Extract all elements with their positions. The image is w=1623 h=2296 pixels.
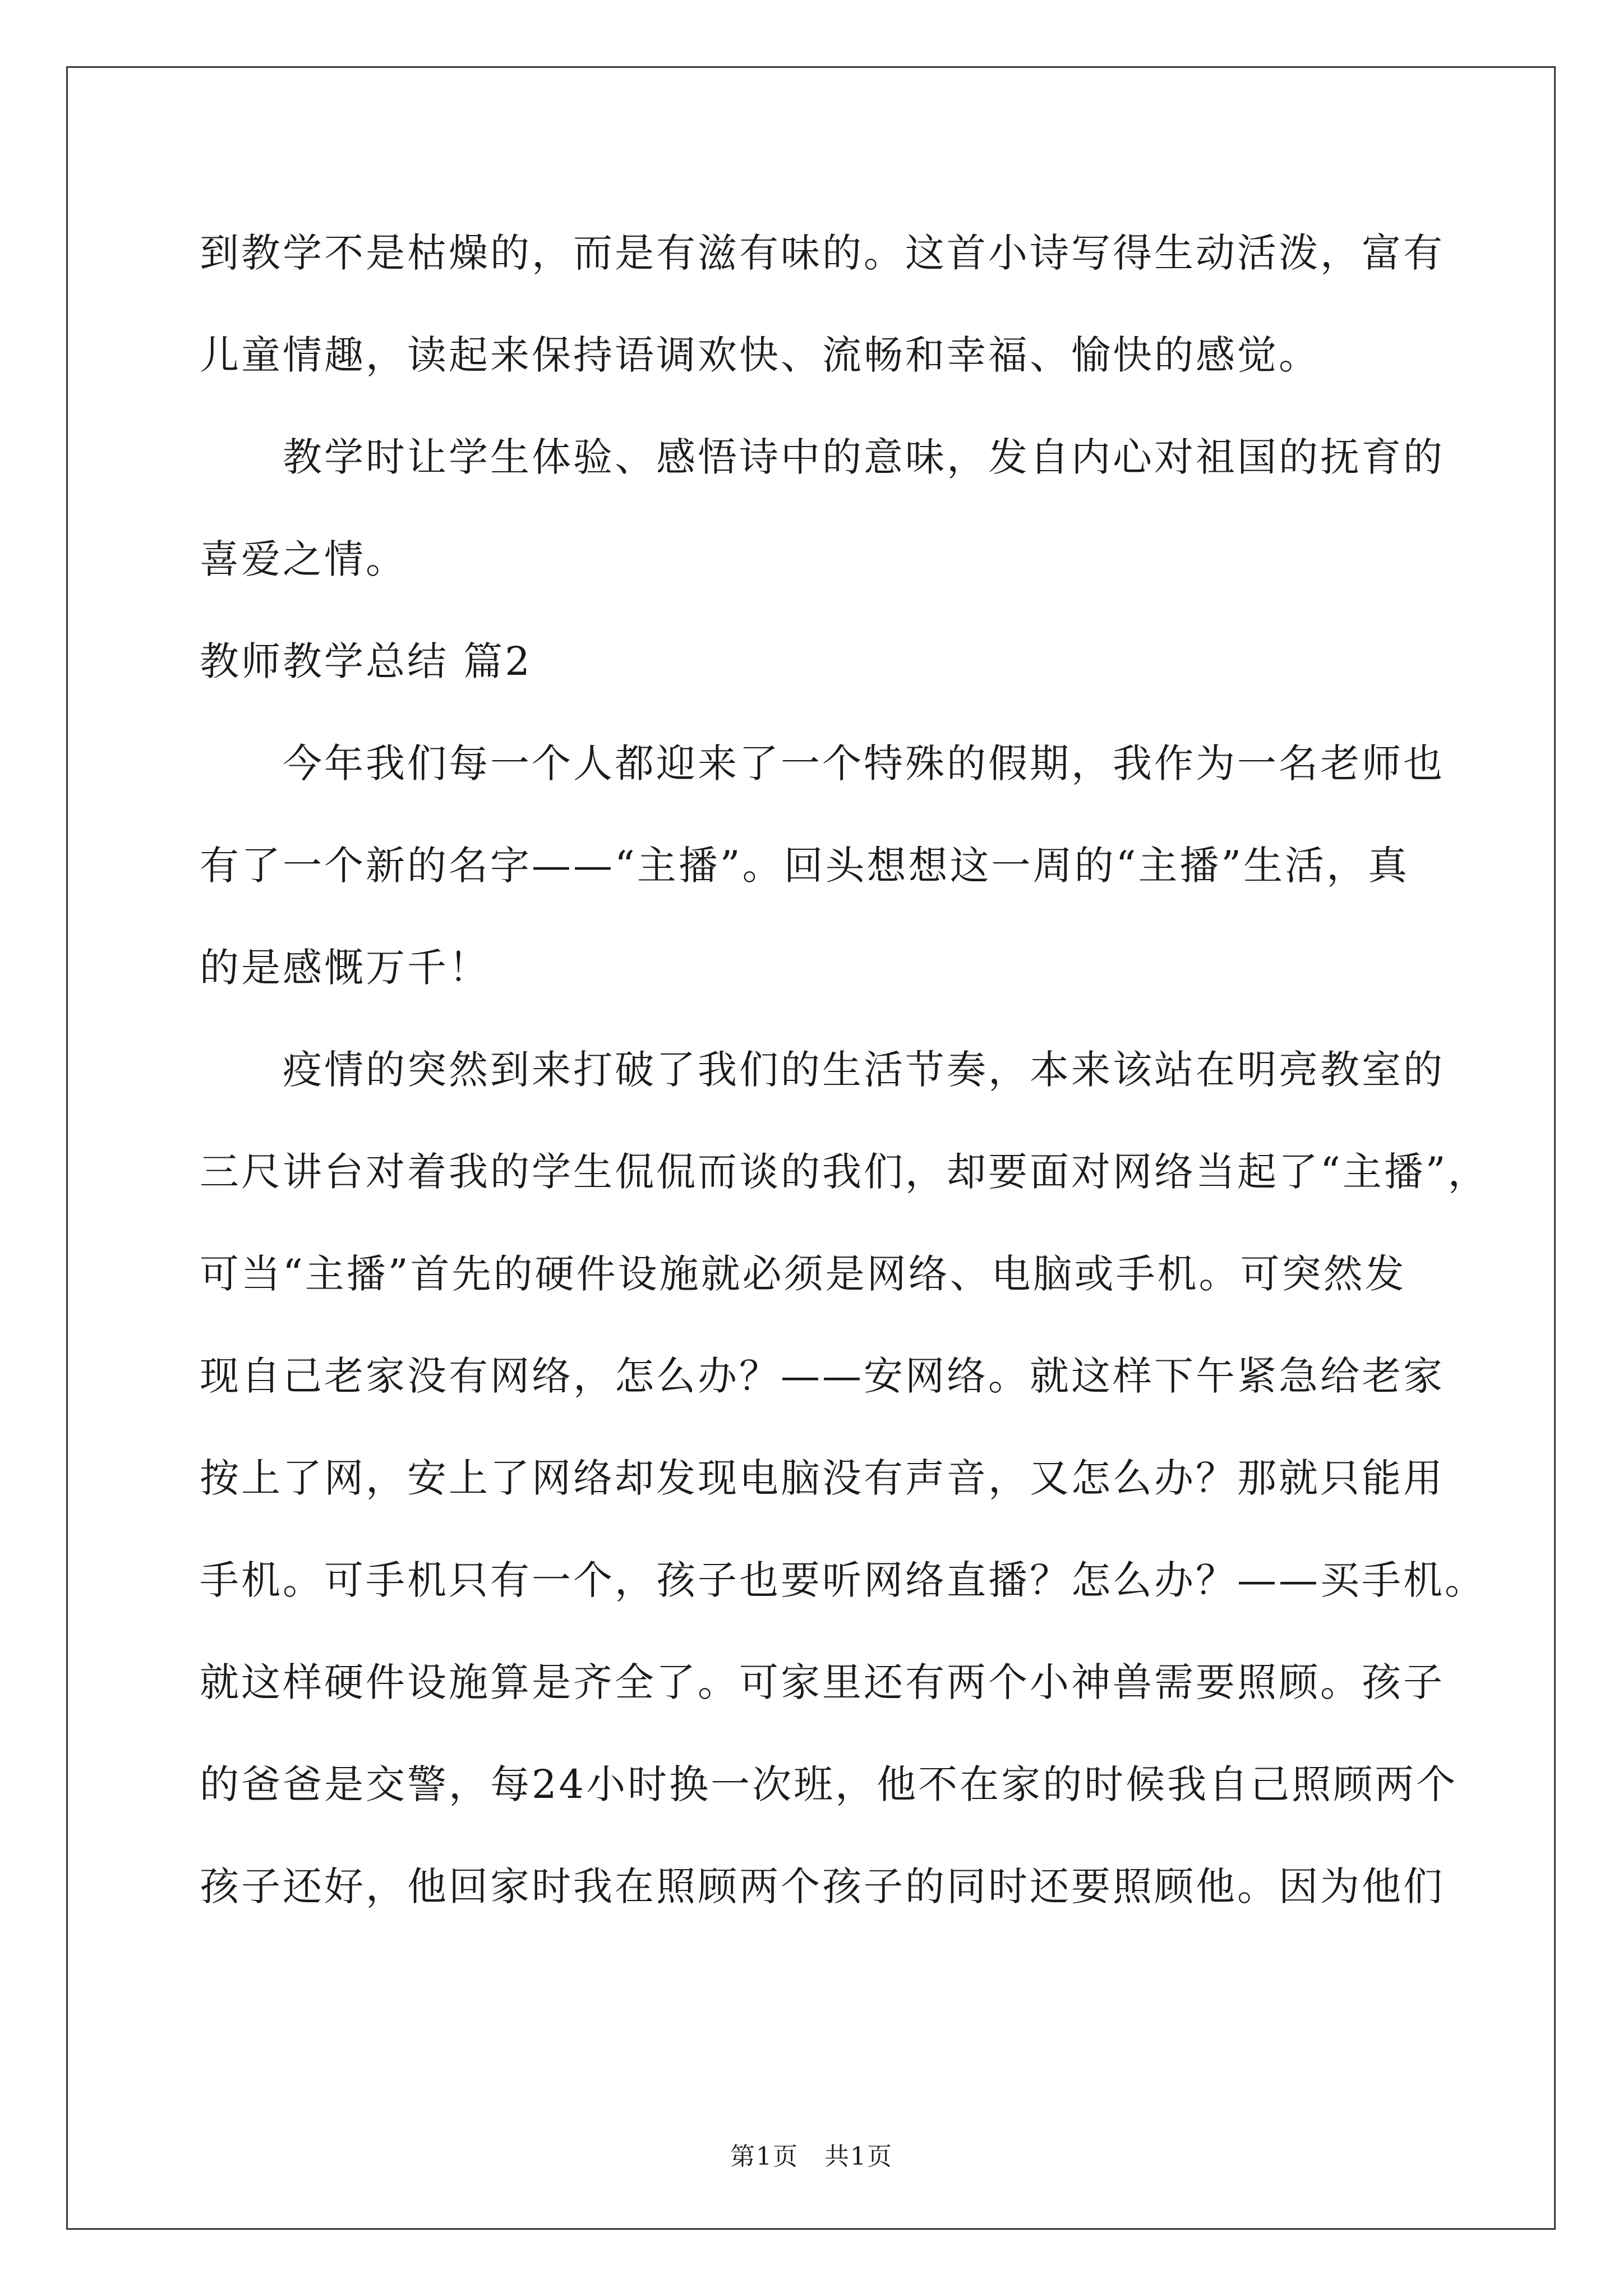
text-line: 手机。可手机只有一个，孩子也要听网络直播？怎么办？——买手机。	[200, 1557, 1486, 1603]
text-line: 疫情的突然到来打破了我们的生活节奏，本来该站在明亮教室的	[283, 1047, 1445, 1093]
text-line: 喜爱之情。	[200, 536, 407, 582]
section-heading: 教师教学总结 篇2	[200, 638, 532, 684]
document-body	[200, 202, 1490, 1938]
text-line: 的是感慨万千！	[200, 945, 490, 991]
text-line: 三尺讲台对着我的学生侃侃而谈的我们，却要面对网络当起了“主播”，	[200, 1149, 1490, 1195]
text-line: 今年我们每一个人都迎来了一个特殊的假期，我作为一名老师也	[283, 740, 1445, 786]
text-line: 现自己老家没有网络，怎么办？——安网络。就这样下午紧急给老家	[200, 1353, 1445, 1399]
text-line: 按上了网，安上了网络却发现电脑没有声音，又怎么办？那就只能用	[200, 1455, 1445, 1501]
text-line: 有了一个新的名字——“主播”。回头想想这一周的“主播”生活，真	[200, 843, 1410, 889]
page-footer: 第1页 共1页	[730, 2142, 893, 2171]
text-line: 儿童情趣，读起来保持语调欢快、流畅和幸福、愉快的感觉。	[200, 332, 1320, 378]
text-line: 的爸爸是交警，每24小时换一次班，他不在家的时候我自己照顾两个	[200, 1761, 1458, 1807]
text-line: 教学时让学生体验、感悟诗中的意味，发自内心对祖国的抚育的	[283, 434, 1445, 480]
text-line: 孩子还好，他回家时我在照顾两个孩子的同时还要照顾他。因为他们	[200, 1864, 1445, 1910]
text-line: 到教学不是枯燥的，而是有滋有味的。这首小诗写得生动活泼，富有	[200, 230, 1445, 276]
text-line: 可当“主播”首先的硬件设施就必须是网络、电脑或手机。可突然发	[200, 1251, 1407, 1297]
text-line: 就这样硬件设施算是齐全了。可家里还有两个小神兽需要照顾。孩子	[200, 1659, 1445, 1705]
